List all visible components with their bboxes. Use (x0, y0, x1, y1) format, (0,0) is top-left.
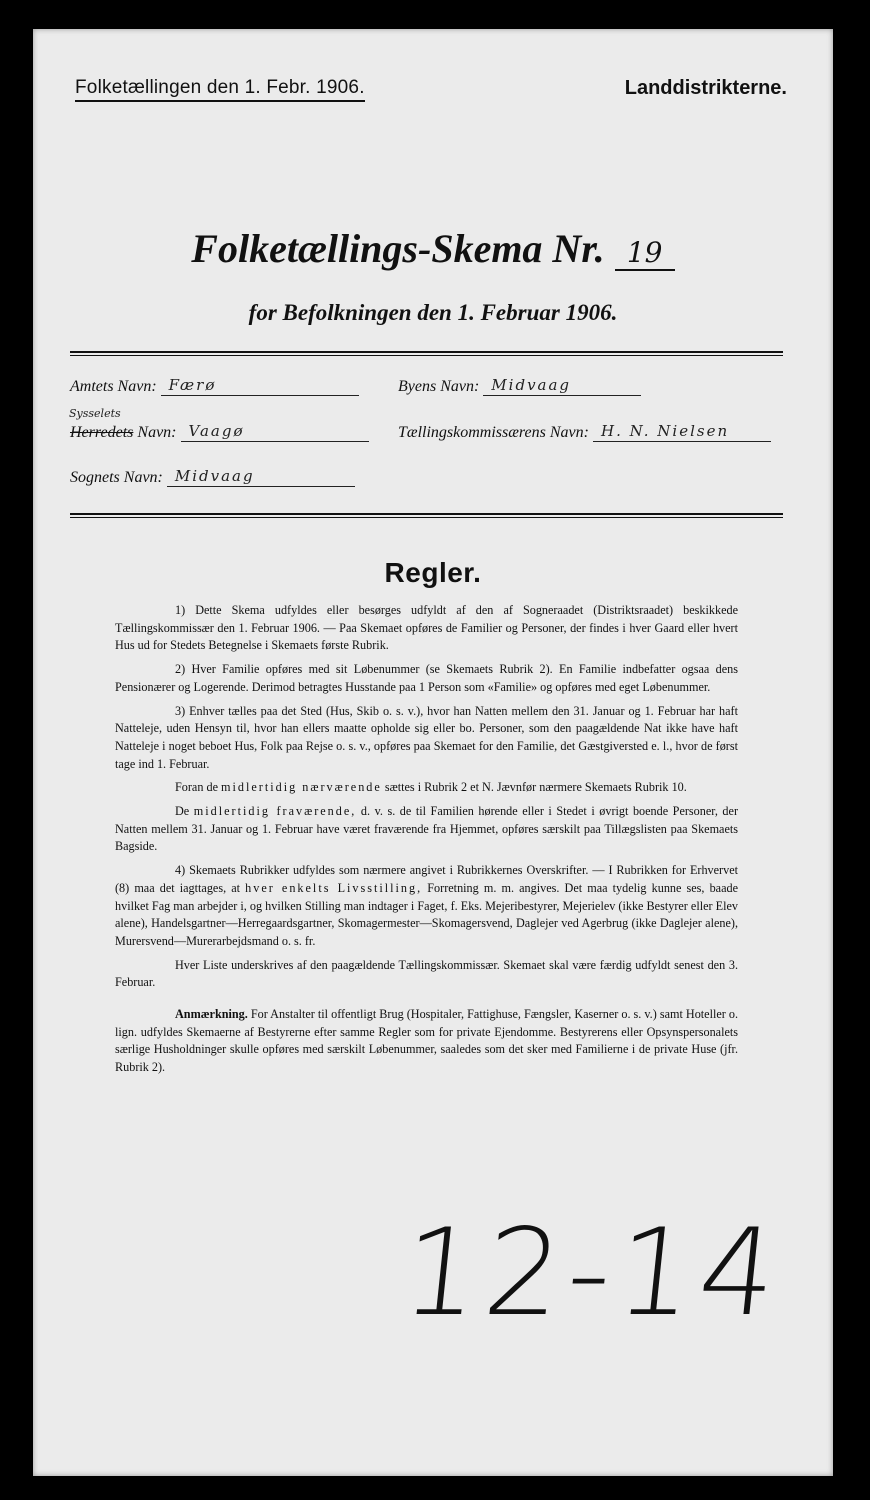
herred-correction-handwritten: Sysselets (69, 407, 121, 420)
rule-3b-post: sættes i Rubrik 2 et N. Jævnfør nærmere Skemaets Rubrik 10. (384, 780, 687, 795)
rules-heading: Regler. (384, 557, 482, 588)
form-subtitle: for Befolkningen den 1. Februar 1906. (248, 300, 618, 325)
herred-label-rest: Navn: (137, 424, 177, 441)
rule-3-absent (115, 803, 738, 856)
form-number: 19 (615, 236, 675, 271)
rule-signature: Hver Liste underskrives af den paagældende Tællingskommissær. Skemaet skal være færdig udfyldt senest den 3. Februar. (115, 957, 738, 990)
sogn-field (70, 466, 355, 487)
form-title-text: Folketællings-Skema Nr. (191, 226, 605, 271)
rule-4 (115, 862, 738, 951)
rule-3: 3) Enhver tælles paa det Sted (Hus, Skib o. s. v.), hvor han Natten mellem den 31. Januar og 1. Februar har haft Natteleje, uden Hensyn til, hvor han ellers maatte opholde sig eller bo. Personer, som den paagældende Nat ikke have haft Natteleje i noget beboet Hus, Folk paa Rejse o. s. v., opføres paa Skemaet for den Familie, det Gæstgiversted e. l., hvor de først tage ind 1. Februar. (115, 703, 738, 771)
rule-2: 2) Hver Familie opføres med sit Løbenummer (se Skemaets Rubrik 2). En Familie indbefatter ogsaa dens Pensionærer og Logerende. Derimod betragtes Husstande paa 1 Person som «Familie» og opføres med eget Løbenummer. (115, 662, 738, 694)
double-rule-bottom (70, 513, 783, 518)
form-title (33, 225, 833, 272)
by-value: Midvaag (483, 375, 641, 396)
herred-label (70, 424, 177, 442)
annotation-label: Anmærkning. (175, 1007, 248, 1022)
rule-3c-pre: De (175, 804, 190, 819)
rules-body (115, 602, 738, 1083)
rule-3-nonresident (115, 779, 738, 797)
rule-4-spaced: hver enkelts Livsstilling, (245, 880, 423, 895)
amt-value: Færø (161, 375, 359, 396)
rule-3c-spaced: midlertidig fraværende, (193, 804, 357, 819)
rule-4-pre: 4) Skemaets Rubrikker udfyldes som nærmere angivet i Rubrikkernes Overskrifter. — I Rubrikken for Erhvervet (8) maa det iagttages, at (115, 863, 738, 895)
annotation-note (115, 1006, 738, 1077)
kommissaer-field (398, 421, 771, 442)
sogn-value: Midvaag (167, 466, 355, 487)
district-type-header: Landdistrikterne. (624, 77, 787, 99)
rule-3b-pre: Foran de (175, 780, 218, 795)
double-rule-top (70, 351, 783, 356)
rule-3b-spaced: midlertidig nærværende (221, 780, 382, 795)
by-field (398, 375, 641, 396)
handwritten-number: 12-14 (395, 1204, 790, 1343)
rule-3c-post: d. v. s. de til Familien hørende eller i Stedet i øvrigt boende Personer, der Natten mellem 31. Januar og 1. Februar have været fraværende fra Hjemmet, opføres særskilt paa Tillægslisten paa Skemaets Bagside. (115, 804, 738, 854)
sogn-label: Sognets Navn: (70, 469, 163, 486)
census-date-header: Folketællingen den 1. Febr. 1906. (75, 77, 365, 102)
kommissaer-label: Tællingskommissærens Navn: (398, 424, 589, 441)
herred-field (70, 421, 369, 442)
amt-field (70, 375, 359, 396)
census-form-page (33, 29, 833, 1476)
herred-value: Vaagø (181, 421, 369, 442)
rule-4-post: Forretning m. m. angives. Det maa tydelig kunne ses, baade hvilket Fag man arbejder i, og hvilken Stilling man indtager i Faget, f. Eks. Mejeribestyrer, Mejerielev (ikke Bestyrer eller Elev alene), Handelsgartner—Herregaardsgartner, Skomagermester—Skomagersvend, Daglejer ved Agerbrug (ikke Daglejer alene), Murersvend—Murerarbejdsmand o. s. fr. (115, 880, 739, 948)
rule-1: 1) Dette Skema udfyldes eller besørges udfyldt af den af Sogneraadet (Distriktsraadet) beskikkede Tællingskommissær den 1. Februar 1906. — Paa Skemaet opføres de Familier og Personer, der findes i hver Gaard eller hvert Hus ud for Stedets Betegnelse i Skemaets første Rubrik. (115, 603, 738, 653)
kommissaer-value: H. N. Nielsen (593, 421, 771, 442)
amt-label: Amtets Navn: (70, 378, 157, 395)
by-label: Byens Navn: (398, 378, 480, 395)
herred-label-struck: Herredets (70, 424, 134, 441)
annotation-text: For Anstalter til offentligt Brug (Hospitaler, Fattighuse, Fængsler, Kaserner o. s. v.) samt Hoteller o. lign. udfyldes Skemaerne af Bestyrerne efter samme Regler som for private Ejendomme. Bestyrerens eller Opsynspersonalets særlige Husholdninger skulle opføres med særskilt Løbenummer, saaledes som det sker med Familierne i de private Huse (jfr. Rubrik 2). (115, 1007, 739, 1075)
